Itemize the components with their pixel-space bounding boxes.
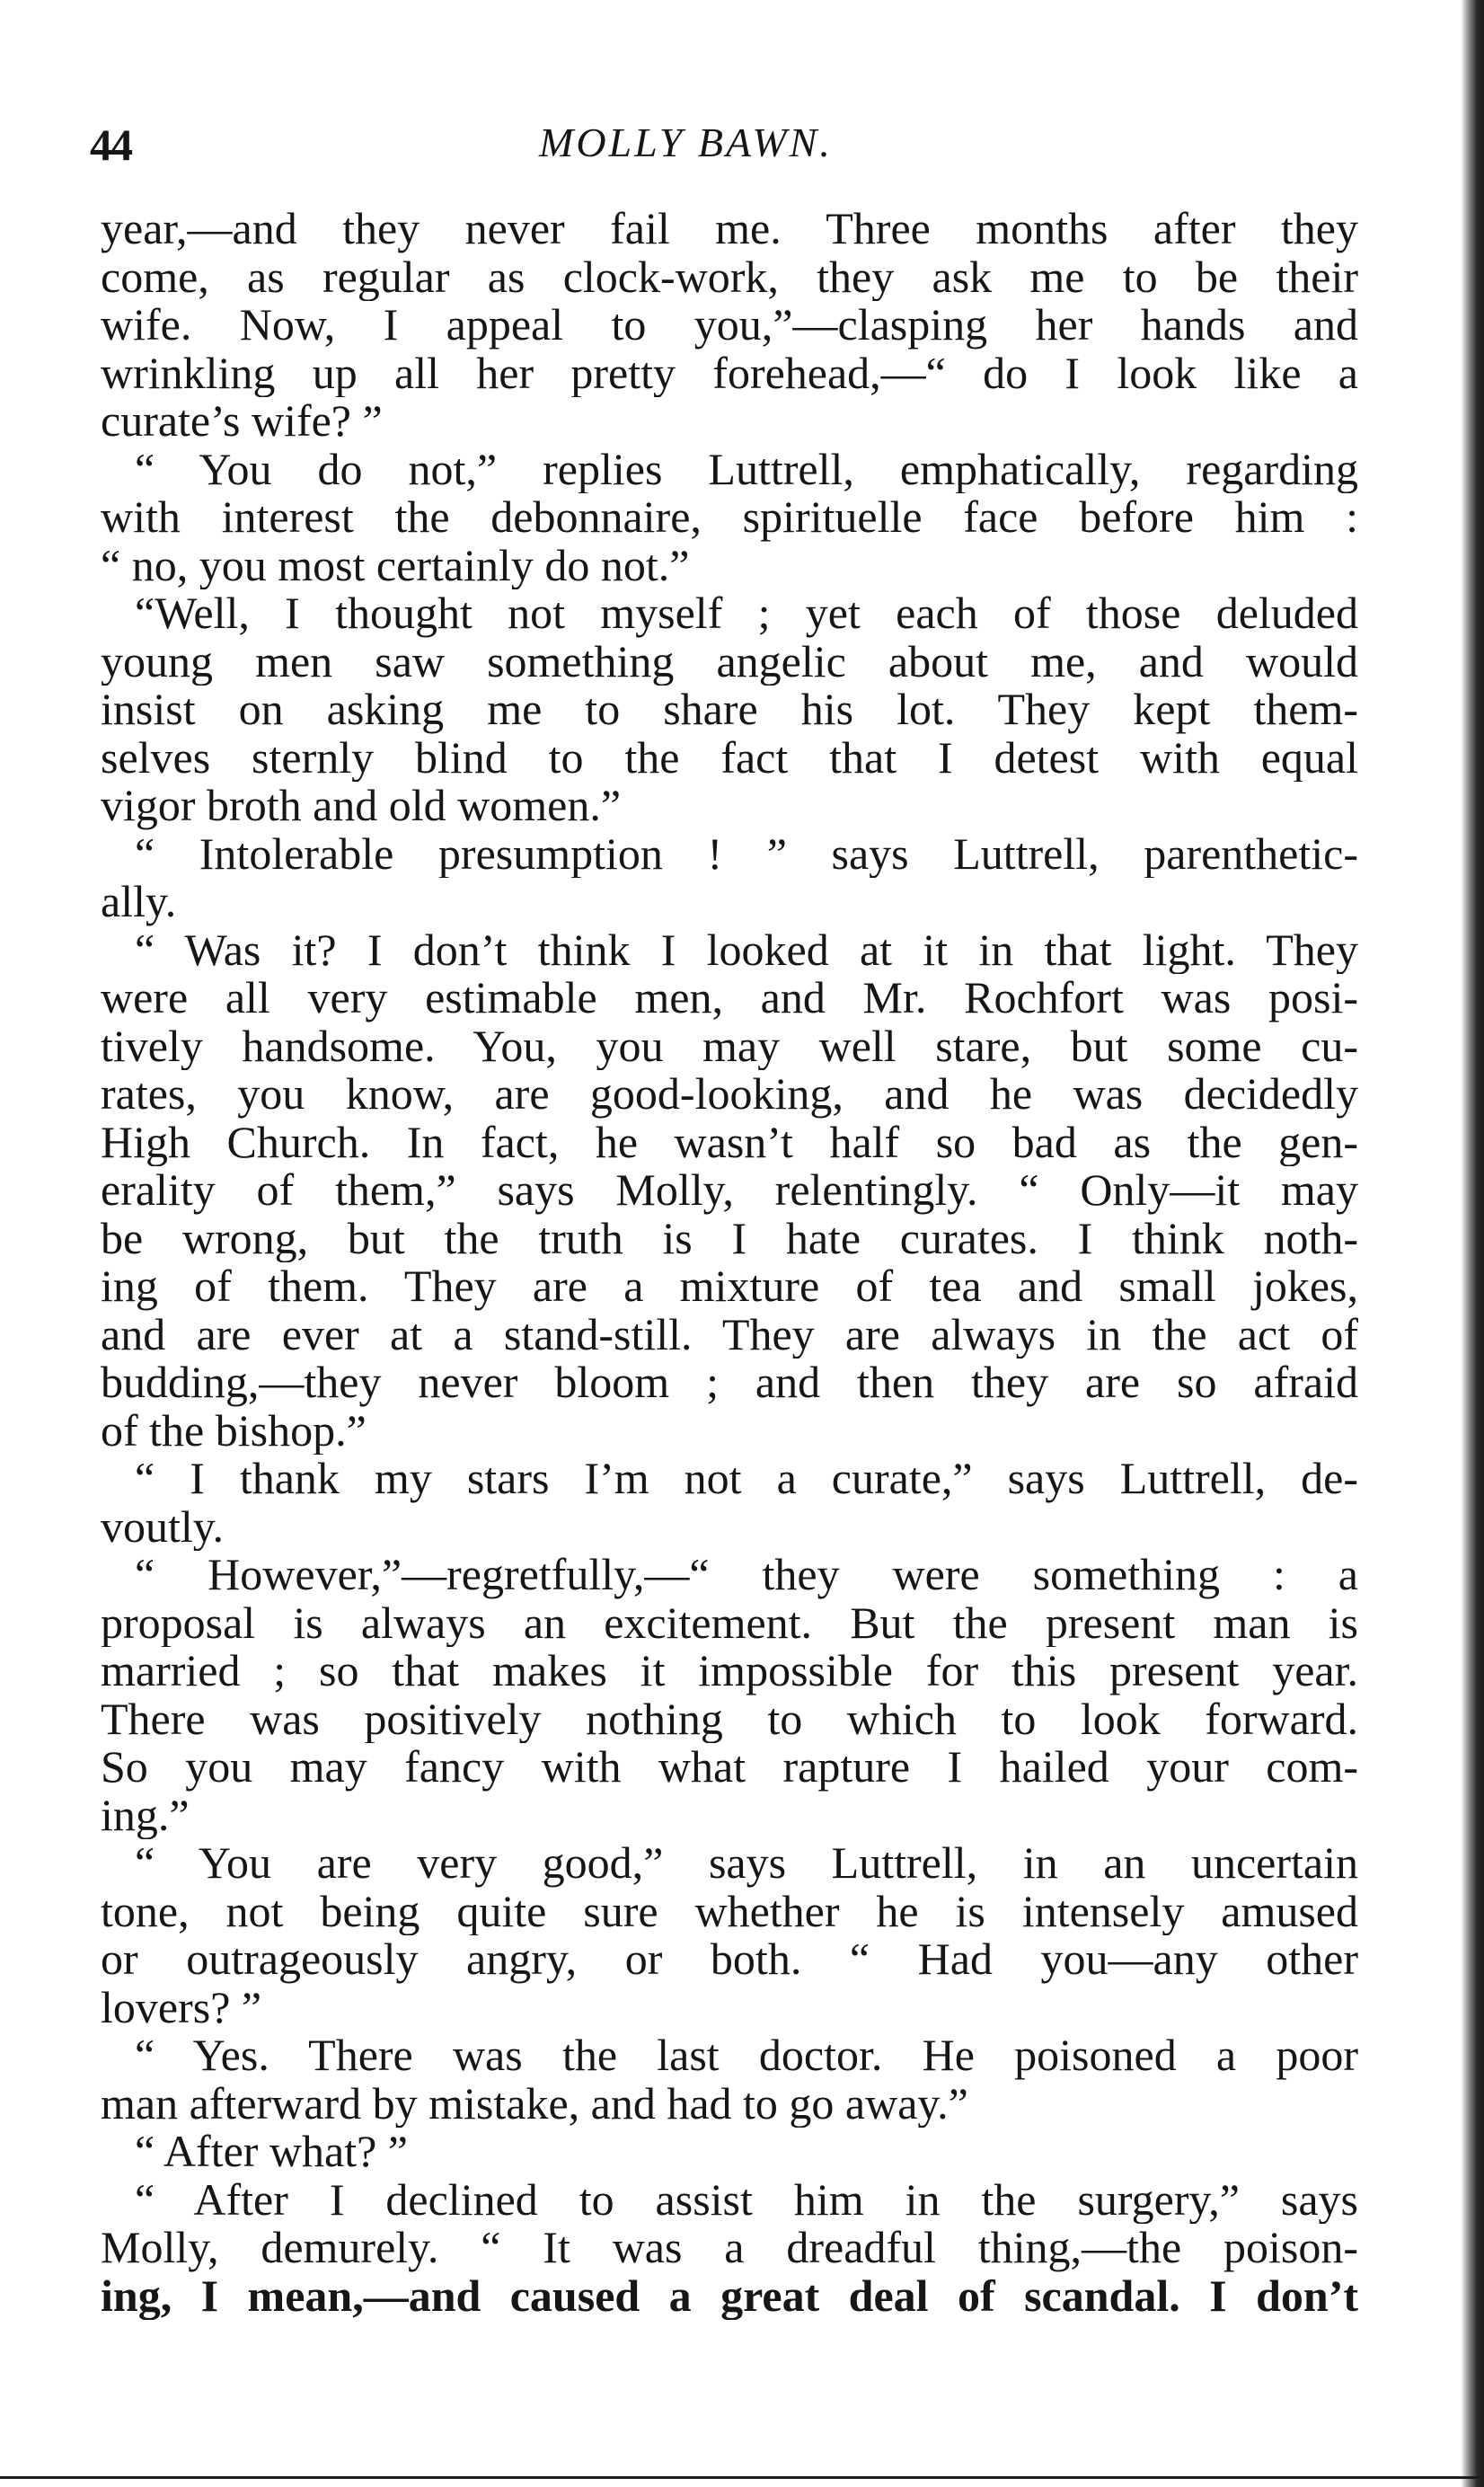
text-line: of the bishop.” (101, 1406, 367, 1455)
text-line: tively handsome. You, you may well stare, but some cu- (101, 1022, 1358, 1070)
text-line: erality of them,” says Molly, relentingly. “ Only—it may (101, 1166, 1358, 1215)
text-line: man afterward by mistake, and had to go away.” (101, 2079, 968, 2128)
text-line: So you may fancy with what rapture I hailed your com- (101, 1743, 1358, 1792)
text-line: “Well, I thought not myself ; yet each of those deluded (135, 589, 1358, 638)
text-line: and are ever at a stand-still. They are always in the act of (101, 1310, 1358, 1359)
running-title: MOLLY BAWN. (539, 119, 833, 165)
text-line: “ Yes. There was the last doctor. He poisoned a poor (135, 2031, 1358, 2080)
text-line: year,—and they never fail me. Three months after they (101, 205, 1358, 253)
text-line: ally. (101, 878, 177, 926)
text-line: selves sternly blind to the fact that I detest with equal (101, 733, 1358, 782)
text-line: married ; so that makes it impossible for this present year. (101, 1647, 1358, 1695)
text-line: ing of them. They are a mixture of tea and small jokes, (101, 1262, 1358, 1311)
text-line: High Church. In fact, he wasn’t half so bad as the gen- (101, 1118, 1358, 1166)
text-line: ing.” (101, 1791, 190, 1839)
text-line: insist on asking me to share his lot. They kept them- (101, 686, 1358, 734)
text-line: budding,—they never bloom ; and then they are so afraid (101, 1359, 1358, 1407)
text-line: wrinkling up all her pretty forehead,—“ do I look like a (101, 349, 1358, 397)
text-line: “ After I declined to assist him in the surgery,” says (135, 2175, 1358, 2224)
text-line: were all very estimable men, and Mr. Rochfort was posi- (101, 974, 1358, 1022)
body-text (101, 205, 1358, 2320)
text-line: voutly. (101, 1502, 225, 1551)
text-line: or outrageously angry, or both. “ Had you—any other (101, 1935, 1358, 1984)
text-line: “ You do not,” replies Luttrell, emphatically, regarding (135, 445, 1358, 493)
text-line: vigor broth and old women.” (101, 782, 622, 830)
text-line: be wrong, but the truth is I hate curates. I think noth- (101, 1214, 1358, 1262)
text-line: proposal is always an excitement. But the present man is (101, 1598, 1358, 1647)
text-line: Molly, demurely. “ It was a dreadful thing,—the poison- (101, 2224, 1358, 2272)
text-line: come, as regular as clock-work, they ask me to be their (101, 252, 1358, 301)
text-line: rates, you know, are good-looking, and he was decidedly (101, 1070, 1358, 1119)
running-head (0, 106, 1484, 178)
text-line: wife. Now, I appeal to you,”—clasping her hands and (101, 301, 1358, 350)
text-line: with interest the debonnaire, spirituelle face before him : (101, 493, 1358, 542)
text-line: young men saw something angelic about me, and would (101, 637, 1358, 686)
text-line: “ Intolerable presumption ! ” says Luttrell, parenthetic- (135, 829, 1358, 878)
text-line: ing, I mean,—and caused a great deal of scandal. I don’t (101, 2271, 1358, 2320)
page-number: 44 (90, 119, 131, 170)
text-line: “ Was it? I don’t think I looked at it in that light. They (135, 925, 1358, 974)
text-line: “ I thank my stars I’m not a curate,” says Luttrell, de- (135, 1455, 1358, 1503)
text-line: lovers? ” (101, 1983, 262, 2031)
text-line: “ After what? ” (135, 2128, 409, 2176)
page-edge-shadow (1461, 0, 1484, 2487)
text-line: tone, not being quite sure whether he is intensely amused (101, 1887, 1358, 1935)
text-line: “ You are very good,” says Luttrell, in an uncertain (135, 1839, 1358, 1888)
text-line: “ However,”—regretfully,—“ they were something : a (135, 1551, 1358, 1599)
text-line: curate’s wife? ” (101, 397, 383, 446)
text-line: “ no, you most certainly do not.” (101, 541, 690, 589)
text-line: There was positively nothing to which to look forward. (101, 1695, 1358, 1743)
bottom-rule (0, 2476, 1484, 2479)
